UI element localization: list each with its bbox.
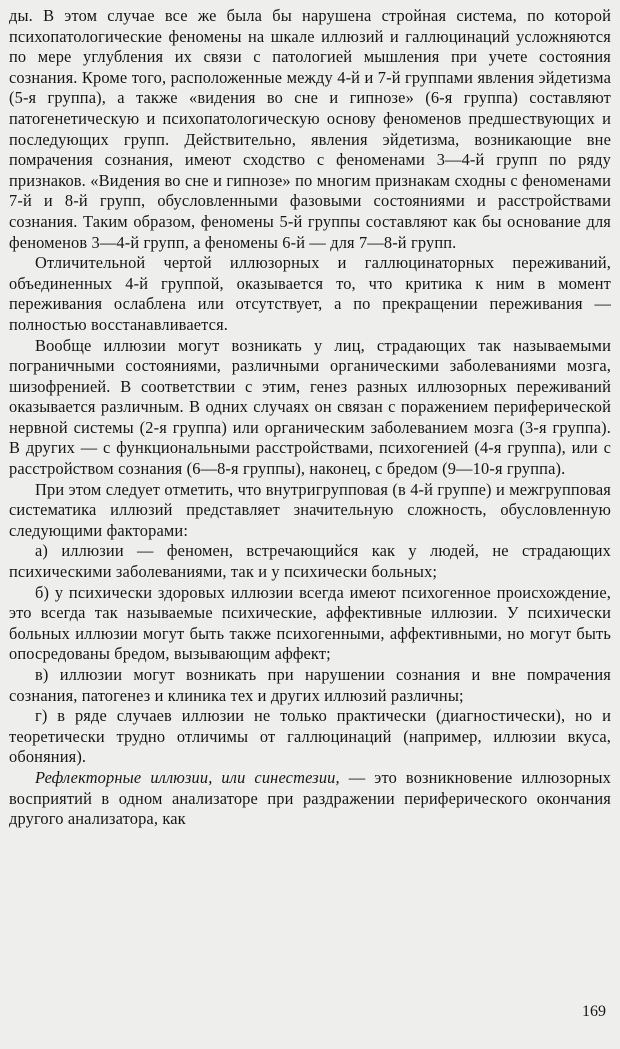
page-text <box>9 6 611 830</box>
paragraph-4: При этом следует отметить, что внутригрупповая (в 4-й группе) и межгрупповая систематика иллюзий представляет значительную сложность, обусловленную следующими факторами: <box>9 479 611 540</box>
paragraph-2: Отличительной чертой иллюзорных и галлюцинаторных переживаний, объединенных 4-й группой, оказывается то, что критика к ним в момент переживания ослаблена или отсутствует, а по прекращении переживания — полностью восстанавливается. <box>9 253 611 334</box>
paragraph-continuation: — это возникновение иллюзорных восприятий в одном анализаторе при раздражении периферического окончания другого анализатора, как <box>9 767 611 829</box>
paragraph-3: Вообще иллюзии могут возникать у лиц, страдающих так называемыми пограничными состояниями, различными органическими заболеваниями мозга, шизофренией. В соответствии с этим, генез разных иллюзорных переживаний оказывается различным. В одних случаях он связан с поражением периферической нервной системы (2-я группа) или органическим заболеванием мозга (3-я группа). В других — с функциональными расстройствами, психогенией (4-я группа), или с расстройством сознания (6—8-я группы), наконец, с бредом (9—10-я группа). <box>9 335 611 479</box>
paragraph-reflex-illusions <box>9 768 611 830</box>
list-item-b: б) у психически здоровых иллюзии всегда имеют психогенное происхождение, это всегда так называемые психические, аффективные иллюзии. У психически больных иллюзии могут быть также психогенными, аффективными, но могут быть опосредованы бредом, вызывающим аффект; <box>9 582 611 664</box>
list-item-g: г) в ряде случаев иллюзии не только практически (диагностически), но и теоретически трудно отличимы от галлюцинаций (например, иллюзии вкуса, обоняния). <box>9 706 611 767</box>
list-item-v: в) иллюзии могут возникать при нарушении сознания и вне помрачения сознания, патогенез и клиника тех и других иллюзий различны; <box>9 665 611 705</box>
list-item-a: а) иллюзии — феномен, встречающийся как у людей, не страдающих психическими заболеваниями, так и у психически больных; <box>9 541 611 582</box>
page-number: 169 <box>582 1003 606 1020</box>
paragraph-1: ды. В этом случае все же была бы нарушена стройная система, по которой психопатологические феномены на шкале иллюзий и галлюцинаций усложняются по мере углубления их связи с патологией мышления при учете состояния сознания. Кроме того, расположенные между 4-й и 7-й группами явления эйдетизма (5-я группа), а также «видения во сне и гипнозе» (6-я группа) составляют патогенетическую и психопатологическую основу феноменов предшествующих и последующих групп. Действительно, явления эйдетизма, возникающие вне помрачения сознания, имеют сходство с феноменами 3—4-й групп по ряду признаков. «Видения во сне и гипнозе» по многим признакам сходны с феноменами 7-й и 8-й групп, обусловленными фазовыми состояниями и расстройствами сознания. Таким образом, феномены 5-й группы составляют как бы основание для феноменов 3—4-й групп, а феномены 6-й — для 7—8-й групп. <box>9 6 611 252</box>
italic-term: Рефлекторные иллюзии, или синестезии, <box>35 767 340 787</box>
